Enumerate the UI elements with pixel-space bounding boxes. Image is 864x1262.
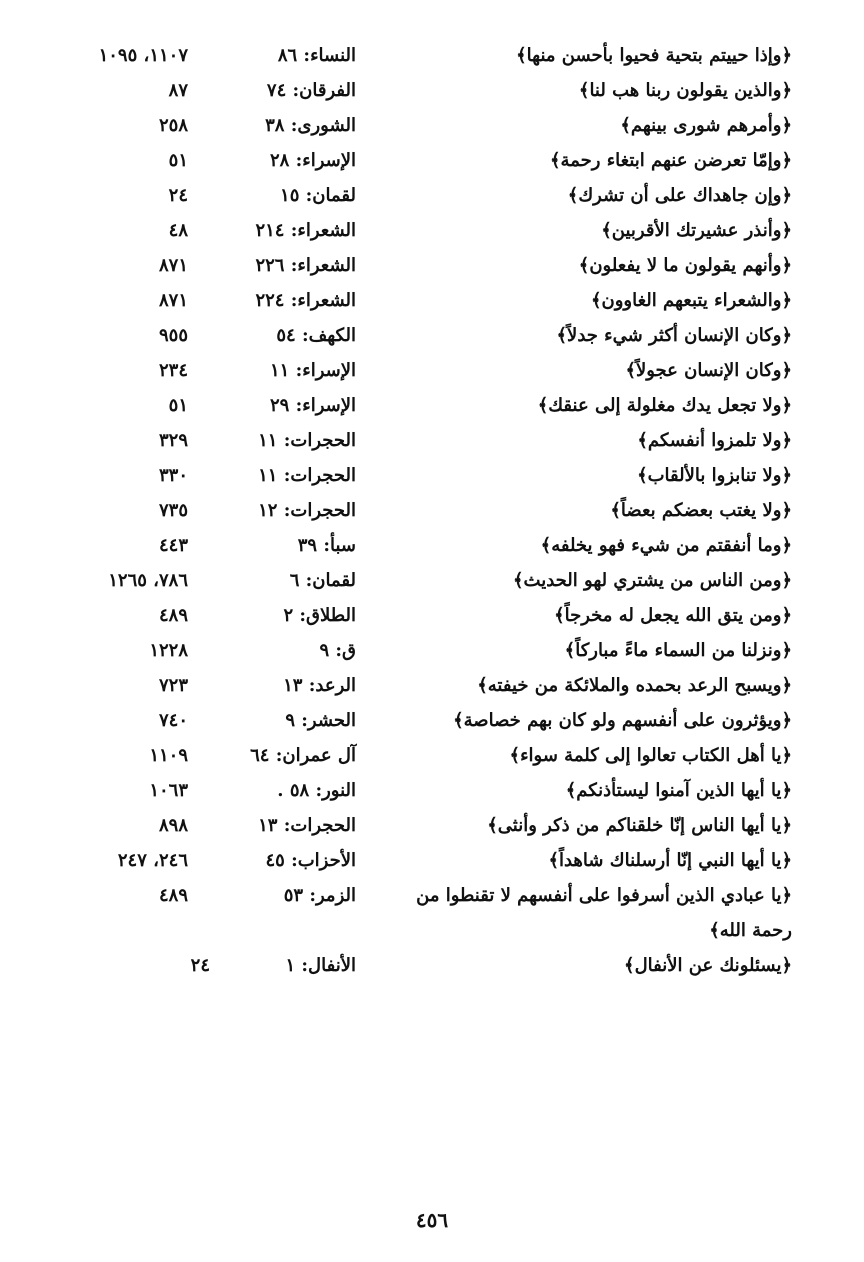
- table-row: [0, 143, 864, 178]
- page-references: ١٢٢٨: [149, 640, 188, 661]
- page-references: ٢٤: [190, 955, 210, 976]
- page-references: ٢٥٨: [158, 115, 188, 136]
- table-row: [0, 318, 864, 353]
- page-references: ٣٢٩: [158, 430, 188, 451]
- table-row: [0, 563, 864, 598]
- table-row: [0, 843, 864, 878]
- surah-reference: الكهف: ٥٤: [276, 325, 356, 346]
- page-references: ٤٤٣: [158, 535, 188, 556]
- surah-reference: لقمان: ١٥: [280, 185, 356, 206]
- table-row: [0, 738, 864, 773]
- table-row: [0, 808, 864, 843]
- surah-reference: الشعراء: ٢٢٤: [255, 290, 356, 311]
- table-row: [0, 108, 864, 143]
- surah-reference: الرعد: ١٣: [283, 675, 356, 696]
- surah-reference: ق: ٩: [319, 640, 356, 661]
- table-row: [0, 773, 864, 808]
- surah-reference: آل عمران: ٦٤: [250, 745, 356, 766]
- table-row: [0, 703, 864, 738]
- table-row: [0, 493, 864, 528]
- verse-text: ﴿يسئلونك عن الأنفال﴾: [624, 955, 792, 976]
- surah-reference: الحجرات: ١١: [258, 465, 356, 486]
- page-references: ١١٠٩: [149, 745, 188, 766]
- table-row: [0, 878, 864, 948]
- surah-reference: الحجرات: ١٢: [258, 500, 356, 521]
- page-references: ٨٩٨: [158, 815, 188, 836]
- page-references: ٧٤٠: [158, 710, 188, 731]
- page-references: ٥١: [168, 150, 188, 171]
- verse-text: ﴿يا أيها النبي إنّا أرسلناك شاهداً﴾: [548, 850, 792, 871]
- verse-text: ﴿ولا تلمزوا أنفسكم﴾: [637, 430, 792, 451]
- surah-reference: الحجرات: ١٣: [258, 815, 356, 836]
- page-references: ٧٨٦، ١٢٦٥: [108, 570, 188, 591]
- verse-index-table: [0, 38, 864, 983]
- surah-reference: لقمان: ٦: [289, 570, 356, 591]
- table-row: [0, 388, 864, 423]
- surah-reference: الفرقان: ٧٤: [266, 80, 356, 101]
- page-references: ٨٧١: [158, 255, 188, 276]
- verse-text: ﴿يا أيها الذين آمنوا ليستأذنكم﴾: [565, 780, 792, 801]
- table-row: [0, 528, 864, 563]
- surah-reference: الشعراء: ٢٢٦: [255, 255, 356, 276]
- verse-text: ﴿ولا تنابزوا بالألقاب﴾: [637, 465, 792, 486]
- page-references: ٤٨: [168, 220, 188, 241]
- surah-reference: النور: ٥٨ .: [277, 780, 356, 801]
- page-references: ٥١: [168, 395, 188, 416]
- verse-text: ﴿يا أهل الكتاب تعالوا إلى كلمة سواء﴾: [509, 745, 792, 766]
- verse-text: ﴿ومن الناس من يشتري لهو الحديث﴾: [512, 570, 792, 591]
- surah-reference: الحجرات: ١١: [258, 430, 356, 451]
- verse-text: ﴿وأمرهم شورى بينهم﴾: [620, 115, 792, 136]
- page-references: ٢٤٦، ٢٤٧: [117, 850, 188, 871]
- table-row: [0, 598, 864, 633]
- table-row: [0, 38, 864, 73]
- verse-text: ﴿وإمّا تعرضن عنهم ابتغاء رحمة﴾: [550, 150, 792, 171]
- verse-text: ﴿وإذا حييتم بتحية فحيوا بأحسن منها﴾: [516, 45, 792, 66]
- verse-text: ﴿ويسبح الرعد بحمده والملائكة من خيفته﴾: [477, 675, 792, 696]
- surah-reference: الحشر: ٩: [285, 710, 356, 731]
- page-references: ١١٠٧، ١٠٩٥: [98, 45, 188, 66]
- page-references: ١٠٦٣: [149, 780, 188, 801]
- surah-reference: الأحزاب: ٤٥: [265, 850, 356, 871]
- verse-text: ﴿وما أنفقتم من شيء فهو يخلفه﴾: [540, 535, 792, 556]
- table-row: [0, 668, 864, 703]
- page-references: ٨٧١: [158, 290, 188, 311]
- page-references: ٧٣٥: [158, 500, 188, 521]
- verse-text: ﴿والذين يقولون ربنا هب لنا﴾: [578, 80, 792, 101]
- verse-text: ﴿والشعراء يتبعهم الغاوون﴾: [590, 290, 792, 311]
- surah-reference: الزمر: ٥٣: [283, 885, 356, 906]
- page-references: ٤٨٩: [158, 885, 188, 906]
- table-row: [0, 353, 864, 388]
- page-references: ٧٢٣: [158, 675, 188, 696]
- page-references: ٢٤: [168, 185, 188, 206]
- table-row: [0, 283, 864, 318]
- verse-text: ﴿وأنهم يقولون ما لا يفعلون﴾: [578, 255, 792, 276]
- verse-text: ﴿ولا تجعل يدك مغلولة إلى عنقك﴾: [537, 395, 792, 416]
- table-row: [0, 948, 864, 983]
- verse-text: ﴿يا أيها الناس إنّا خلقناكم من ذكر وأنثى﴾: [487, 815, 792, 836]
- page-references: ٤٨٩: [158, 605, 188, 626]
- page-references: ٢٣٤: [158, 360, 188, 381]
- surah-reference: سبأ: ٣٩: [297, 535, 356, 556]
- table-row: [0, 178, 864, 213]
- surah-reference: النساء: ٨٦: [277, 45, 356, 66]
- verse-text: ﴿وكان الإنسان عجولاً﴾: [625, 360, 792, 381]
- table-row: [0, 423, 864, 458]
- verse-text: ﴿يا عبادي الذين أسرفوا على أنفسهم لا تقنطوا من رحمة الله﴾: [416, 885, 792, 941]
- verse-text: ﴿وأنذر عشيرتك الأقربين﴾: [601, 220, 792, 241]
- verse-text: ﴿ولا يغتب بعضكم بعضاً﴾: [610, 500, 792, 521]
- table-row: [0, 248, 864, 283]
- surah-reference: الإسراء: ٢٨: [270, 150, 356, 171]
- page-number: ٤٥٦: [415, 1208, 449, 1232]
- table-row: [0, 633, 864, 668]
- surah-reference: الطلاق: ٢: [283, 605, 356, 626]
- table-row: [0, 213, 864, 248]
- verse-text: ﴿ويؤثرون على أنفسهم ولو كان بهم خصاصة﴾: [453, 710, 792, 731]
- surah-reference: الشورى: ٣٨: [265, 115, 356, 136]
- surah-reference: الأنفال: ١: [285, 955, 356, 976]
- table-row: [0, 458, 864, 493]
- page-references: ٣٣٠: [158, 465, 188, 486]
- verse-text: ﴿وإن جاهداك على أن تشرك﴾: [567, 185, 792, 206]
- surah-reference: الإسراء: ٢٩: [270, 395, 356, 416]
- verse-text: ﴿ونزلنا من السماء ماءً مباركاً﴾: [564, 640, 792, 661]
- page-references: ٨٧: [168, 80, 188, 101]
- surah-reference: الشعراء: ٢١٤: [255, 220, 356, 241]
- verse-text: ﴿ومن يتق الله يجعل له مخرجاً﴾: [554, 605, 792, 626]
- verse-text: ﴿وكان الإنسان أكثر شيء جدلاً﴾: [556, 325, 792, 346]
- surah-reference: الإسراء: ١١: [270, 360, 356, 381]
- page-references: ٩٥٥: [158, 325, 188, 346]
- table-row: [0, 73, 864, 108]
